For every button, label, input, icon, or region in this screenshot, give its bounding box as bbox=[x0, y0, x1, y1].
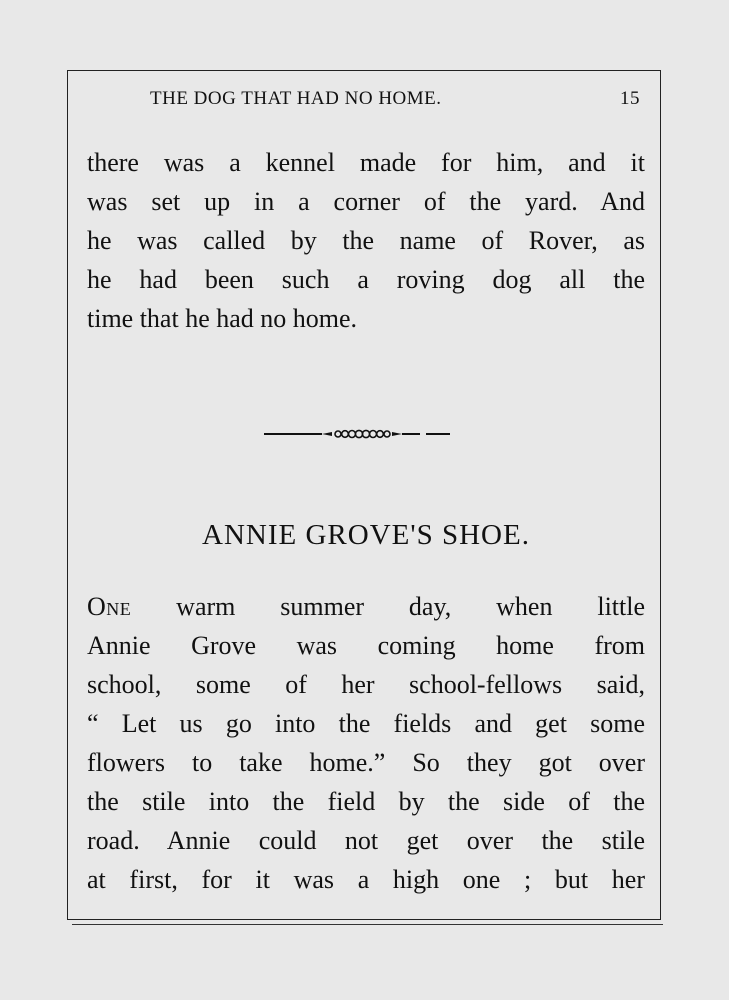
text-line: flowers to take home.” So they got over bbox=[87, 748, 645, 777]
text-line-first bbox=[87, 587, 645, 626]
section-heading: ANNIE GROVE'S SHOE. bbox=[202, 519, 530, 551]
text-line: he was called by the name of Rover, as bbox=[87, 226, 645, 255]
text-line: was set up in a corner of the yard. And bbox=[87, 187, 645, 216]
running-head-title: THE DOG THAT HAD NO HOME. bbox=[150, 88, 442, 109]
text-line: time that he had no home. bbox=[87, 304, 358, 333]
bottom-border-rule bbox=[72, 924, 663, 925]
drop-word: One bbox=[87, 592, 132, 621]
page-number: 15 bbox=[620, 88, 640, 109]
text-line: “ Let us go into the fields and get some bbox=[87, 709, 645, 738]
section-paragraph bbox=[87, 587, 645, 899]
top-paragraph bbox=[87, 143, 645, 338]
text-line: school, some of her school-fellows said, bbox=[87, 670, 645, 699]
text-line: at first, for it was a high one ; but her bbox=[87, 865, 645, 894]
text-line: he had been such a roving dog all the bbox=[87, 265, 645, 294]
text-line: the stile into the field by the side of the bbox=[87, 787, 645, 816]
first-line-rest: warm summer day, when little bbox=[176, 592, 645, 621]
text-line: road. Annie could not get over the stile bbox=[87, 826, 645, 855]
text-line: there was a kennel made for him, and it bbox=[87, 148, 645, 177]
running-head bbox=[150, 88, 640, 116]
text-line: Annie Grove was coming home from bbox=[87, 631, 645, 660]
decorative-rule-ornament-icon bbox=[262, 424, 452, 444]
